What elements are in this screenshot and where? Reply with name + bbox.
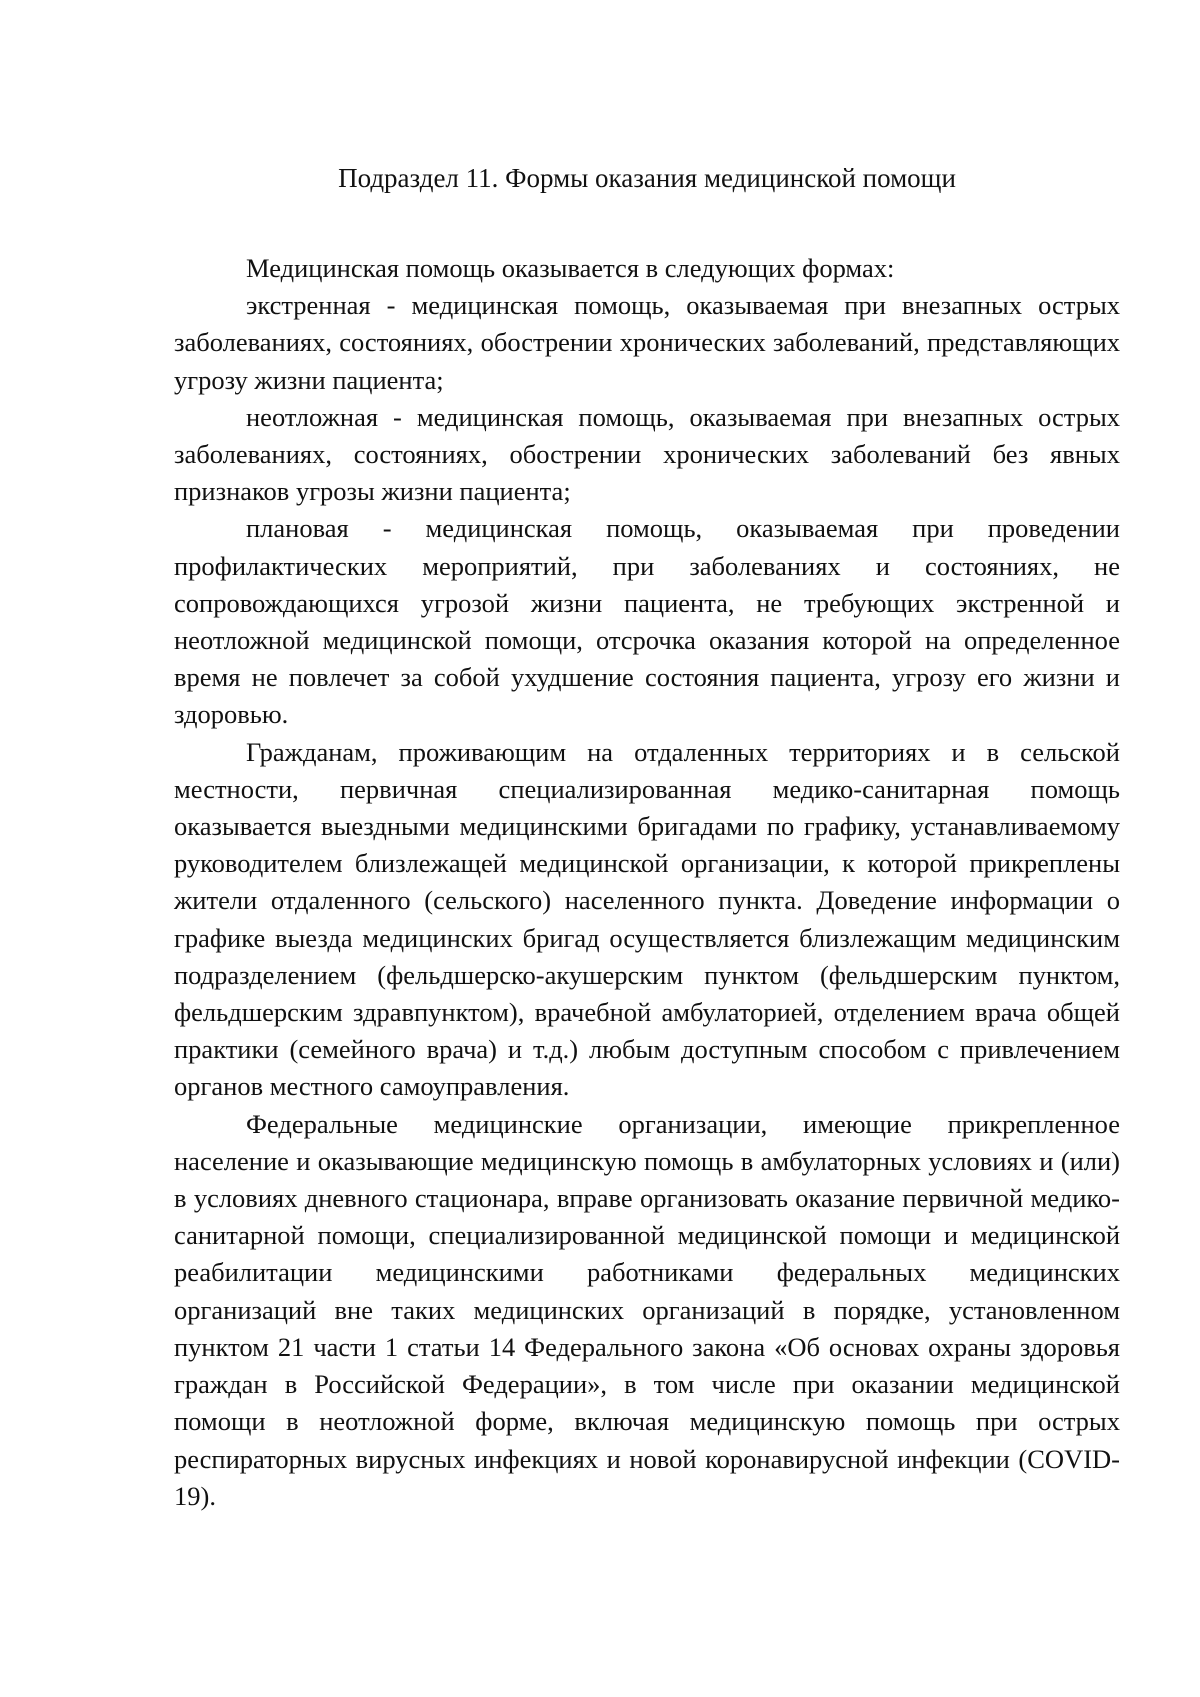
document-body bbox=[174, 250, 1120, 1515]
paragraph-intro: Медицинская помощь оказывается в следующих формах: bbox=[246, 253, 895, 283]
paragraph-urgent-form: неотложная - медицинская помощь, оказываемая при внезапных острых заболеваниях, состояниях, обострении хронических заболеваний без явных признаков угрозы жизни пациента; bbox=[174, 401, 1120, 507]
section-heading: Подраздел 11. Формы оказания медицинской помощи bbox=[338, 163, 956, 193]
paragraph-federal-organizations: Федеральные медицинские организации, имеющие прикрепленное население и оказывающие медицинскую помощь в амбулаторных условиях и (или) в условиях дневного стационара, вправе организовать оказание первичной медико-санитарной помощи, специализированной медицинской помощи и медицинской реабилитации медицинскими работниками федеральных медицинских организаций вне таких медицинских организаций в порядке, установленном пунктом 21 части 1 статьи 14 Федерального закона «Об основах охраны здоровья граждан в Российской Федерации», в том числе при оказании медицинской помощи в неотложной форме, включая медицинскую помощь при острых респираторных вирусных инфекциях и новой коронавирусной инфекции (COVID-19). bbox=[174, 1108, 1120, 1511]
paragraph-planned-form: плановая - медицинская помощь, оказываемая при проведении профилактических мероприятий, при заболеваниях и состояниях, не сопровождающихся угрозой жизни пациента, не требующих экстренной и неотложной медицинской помощи, отсрочка оказания которой на определенное время не повлечет за собой ухудшение состояния пациента, угрозу его жизни и здоровью. bbox=[174, 513, 1120, 730]
paragraph-rural-care: Гражданам, проживающим на отдаленных территориях и в сельской местности, первичная специализированная медико-санитарная помощь оказывается выездными медицинскими бригадами по графику, устанавливаемому руководителем близлежащей медицинской организации, к которой прикреплены жители отдаленного (сельского) населенного пункта. Доведение информации о графике выезда медицинских бригад осуществляется близлежащим медицинским подразделением (фельдшерско-акушерским пунктом (фельдшерским пунктом, фельдшерским здравпунктом), врачебной амбулаторией, отделением врача общей практики (семейного врача) и т.д.) любым доступным способом с привлечением органов местного самоуправления. bbox=[174, 736, 1120, 1102]
paragraph-emergency-form: экстренная - медицинская помощь, оказываемая при внезапных острых заболеваниях, состояниях, обострении хронических заболеваний, представляющих угрозу жизни пациента; bbox=[174, 290, 1120, 395]
